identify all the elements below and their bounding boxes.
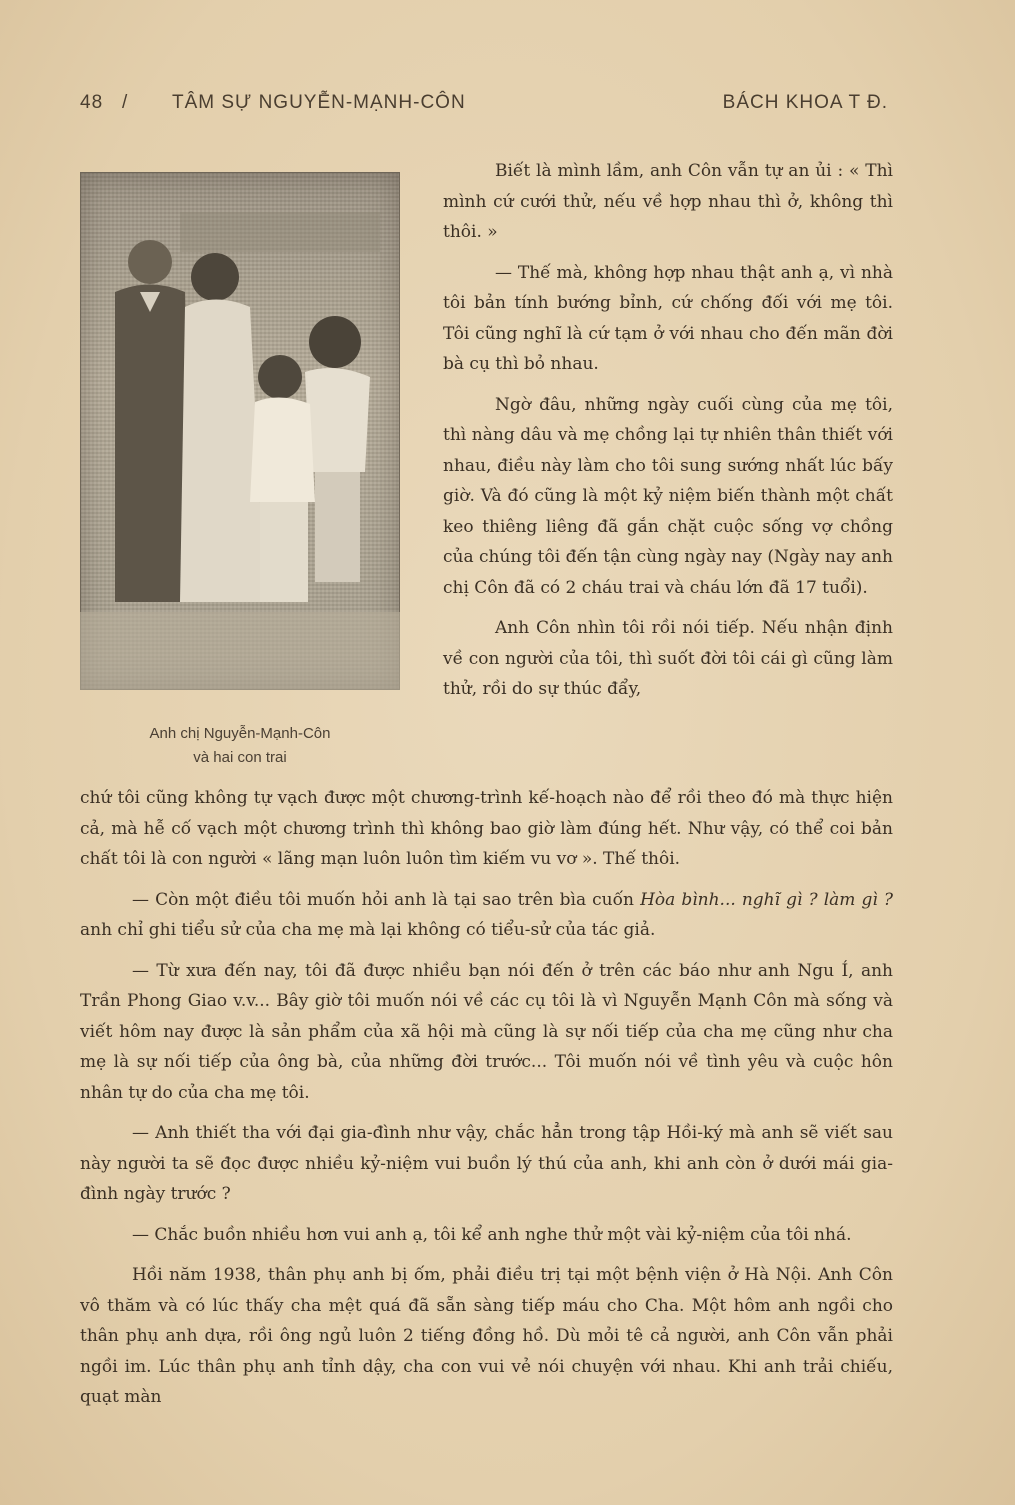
magazine-name: BÁCH KHOA T Đ. <box>722 92 888 113</box>
paragraph: — Chắc buồn nhiều hơn vui anh ạ, tôi kể anh nghe thử một vài kỷ-niệm của tôi nhá. <box>132 1224 852 1245</box>
paragraph: — Anh thiết tha với đại gia-đình như vậy, chắc hẳn trong tập Hồi-ký mà anh sẽ viết sau này người ta sẽ đọc được nhiều kỷ-niệm vui buồn lý thú của anh, khi anh còn ở dưới mái gia-đình ngày trước ? <box>80 1123 893 1204</box>
page-header <box>80 92 900 122</box>
full-width-text <box>80 783 893 1413</box>
family-photo-figures <box>80 172 400 690</box>
paragraph: Hồi năm 1938, thân phụ anh bị ốm, phải điều trị tại một bệnh viện ở Hà Nội. Anh Côn vô thăm và có lúc thấy cha mệt quá đã sẵn sàng tiếp máu cho Cha. Một hôm anh ngồi cho thân phụ anh dựa, rồi ông ngủ luôn 2 tiếng đồng hồ. Dù mỏi tê cả người, anh Côn vẫn phải ngồi im. Lúc thân phụ anh tỉnh dậy, cha con vui vẻ nói chuyện với nhau. Khi anh trải chiếu, quạt màn <box>80 1265 893 1407</box>
paragraph: — Thế mà, không hợp nhau thật anh ạ, vì nhà tôi bản tính bướng bỉnh, cứ chống đối với mẹ tôi. Tôi cũng nghĩ là cứ tạm ở với nhau cho đến mãn đời bà cụ thì bỏ nhau. <box>443 262 893 374</box>
text-run: anh chỉ ghi tiểu sử của cha mẹ mà lại không có tiểu-sử của tác giả. <box>80 920 656 940</box>
paragraph-continuation: chứ tôi cũng không tự vạch được một chương-trình kế-hoạch nào để rồi theo đó mà thực hiện cả, mà hễ cố vạch một chương trình thì không bao giờ làm đúng hết. Như vậy, có thể coi bản chất tôi là con người « lãng mạn luôn luôn tìm kiếm vu vơ ». Thế thôi. <box>80 788 893 869</box>
photo-caption <box>80 722 400 770</box>
paragraph: Anh Côn nhìn tôi rồi nói tiếp. Nếu nhận định về con người của tôi, thì suốt đời tôi cái gì cũng làm thử, rồi do sự thúc đẩy, <box>443 618 893 699</box>
page-number: 48 <box>80 92 104 113</box>
paragraph: Ngờ đâu, những ngày cuối cùng của mẹ tôi, thì nàng dâu và mẹ chồng lại tự nhiên thân thiết với nhau, điều này làm cho tôi sung sướng nhất lúc bấy giờ. Và đó cũng là một kỷ niệm biến thành một chất keo thiêng liêng đã gắn chặt cuộc sống vợ chồng của chúng tôi đến tận cùng ngày nay (Ngày nay anh chị Côn đã có 2 cháu trai và cháu lớn đã 17 tuổi). <box>443 394 894 598</box>
paragraph <box>80 885 893 946</box>
paragraph: — Từ xưa đến nay, tôi đã được nhiều bạn nói đến ở trên các báo như anh Ngu Í, anh Trần Phong Giao v.v... Bây giờ tôi muốn nói về các cụ tôi là vì Nguyễn Mạnh Côn mà sống và viết hôm nay được là sản phẩm của xã hội mà cũng là sự nối tiếp của cha mẹ cũng như cha mẹ là sự nối tiếp của ông bà, của những đời trước... Tôi muốn nói về tình yêu và cuộc hôn nhân tự do của cha mẹ tôi. <box>80 960 893 1103</box>
caption-line-2: và hai con trai <box>193 749 287 766</box>
header-separator: / <box>122 92 129 113</box>
paragraph: Biết là mình lầm, anh Côn vẫn tự an ủi : « Thì mình cứ cưới thử, nếu về hợp nhau thì ở, không thì thôi. » <box>443 161 893 242</box>
family-photo <box>80 172 400 690</box>
text-run: — Còn một điều tôi muốn hỏi anh là tại sao trên bìa cuốn <box>132 889 641 910</box>
caption-line-1: Anh chị Nguyễn-Mạnh-Côn <box>149 725 331 742</box>
article-title: TÂM SỰ NGUYỄN-MẠNH-CÔN <box>172 92 466 113</box>
book-title: Hòa bình... nghĩ gì ? làm gì ? <box>640 889 893 910</box>
right-column <box>443 156 893 705</box>
